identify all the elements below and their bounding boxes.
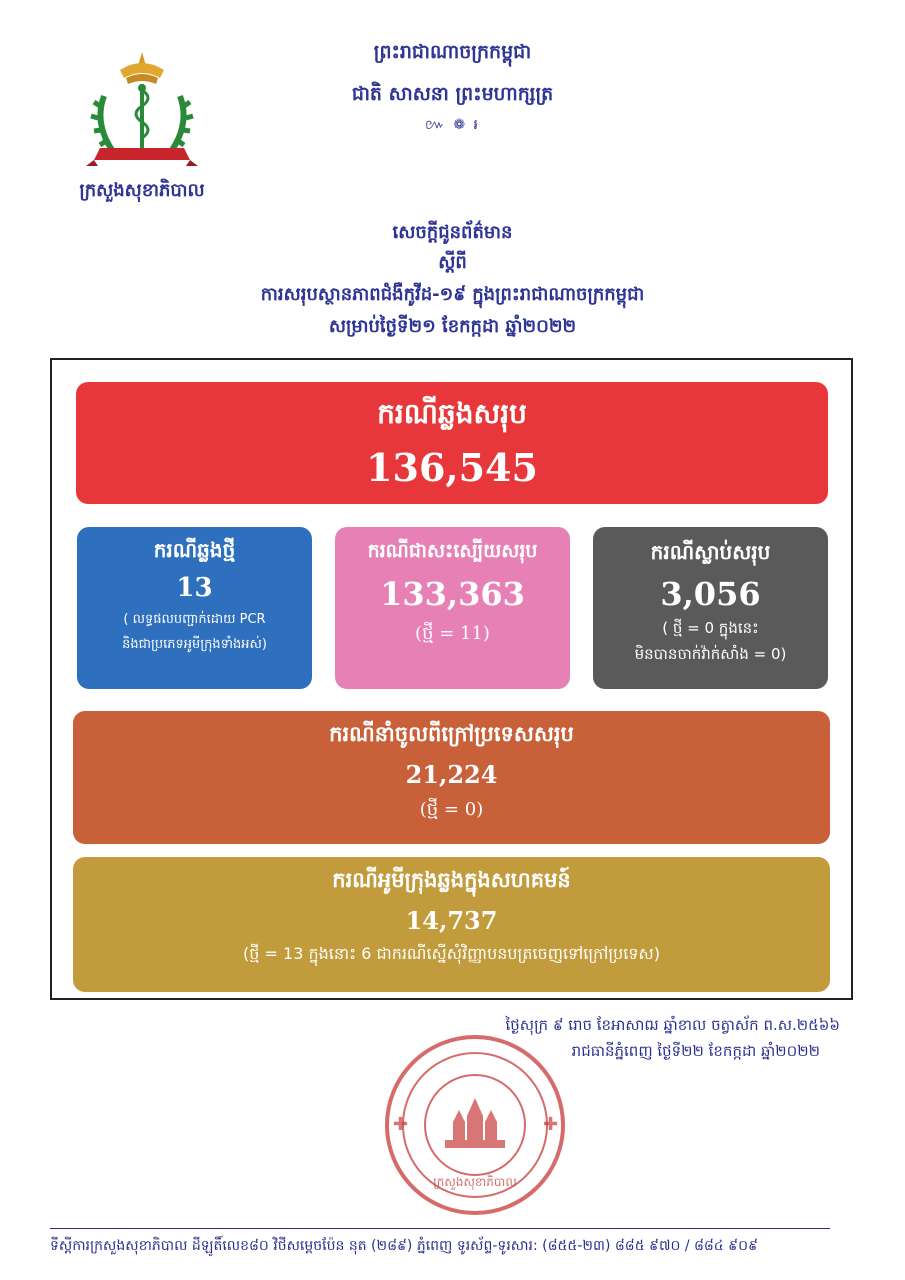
svg-text:✚: ✚: [543, 1114, 559, 1135]
new-cases-value: 13: [176, 573, 213, 603]
footer-divider: [50, 1228, 830, 1229]
title-line-4: សម្រាប់ថ្ងៃទី២១ ខែកក្កដា ឆ្នាំ២០២២: [328, 316, 577, 337]
decorative-ornament: ៚ ❁ ៛: [425, 117, 480, 133]
svg-text:✚: ✚: [393, 1114, 409, 1135]
deaths-note-1: ( ថ្មី = 0 ក្នុងនេះ: [662, 619, 759, 637]
recovered-card: [335, 527, 570, 689]
omicron-value: 14,737: [405, 906, 498, 935]
new-cases-note-1: ( លទ្ធផលបញ្ជាក់ដោយ PCR: [123, 612, 266, 627]
total-cases-label: ករណីឆ្លងសរុប: [377, 397, 527, 430]
title-line-3: ការសរុបស្ថានភាពជំងឺកូវីដ-១៩ ក្នុងព្រះរាជាណាចក្រកម្ពុជា: [260, 284, 645, 305]
title-line-2: ស្ដីពី: [438, 252, 467, 273]
ministry-name: ក្រសួងសុខាភិបាល: [79, 180, 205, 201]
recovered-note: (ថ្មី = 11): [415, 623, 490, 644]
deaths-label: ករណីស្លាប់សរុប: [650, 540, 771, 564]
recovered-label: ករណីជាសះស្បើយសរុប: [367, 540, 538, 562]
deaths-note-2: មិនបានចាក់វ៉ាក់សាំង = 0): [634, 645, 787, 663]
new-cases-card: [77, 527, 312, 689]
deaths-card: [593, 527, 828, 689]
new-cases-note-2: និងជាប្រភេទអូមីក្រុងទាំងអស់): [122, 637, 267, 652]
omicron-label: ករណីអូមីក្រុងឆ្លងក្នុងសហគមន៍: [332, 868, 571, 892]
footer-address: ទីស្ដីការក្រសួងសុខាភិបាល ដីឡូតិ៍លេខ៨០ វិថីសម្ដេចប៉ែន នុត (២៨៩) ភ្នំពេញ ទូរស័ព្ទ-ទូរសារ: (៨៥៥-២៣) ៨៨៥ ៩៧០ / ៨៨៤ ៩០៩: [50, 1238, 758, 1254]
imported-note: (ថ្មី = 0): [419, 799, 484, 820]
omicron-cases-card: [73, 857, 830, 992]
recovered-value: 133,363: [380, 575, 525, 613]
place-date: រាជធានីភ្នំពេញ ថ្ងៃទី២២ ខែកក្កដា ឆ្នាំ២០២២: [571, 1042, 820, 1060]
title-line-1: សេចក្ដីជូនព័ត៌មាន: [392, 222, 513, 243]
total-cases-card: [76, 382, 828, 504]
total-cases-value: 136,545: [366, 445, 538, 490]
seal-text: ក្រសួងសុខាភិបាល: [433, 1175, 517, 1189]
imported-value: 21,224: [405, 760, 498, 789]
omicron-note: (ថ្មី = 13 ក្នុងនោះ 6 ជាករណីស្នើសុំវិញ្ញាបនបត្រចេញទៅក្រៅប្រទេស): [243, 944, 660, 963]
national-motto: ជាតិ សាសនា ព្រះមហាក្សត្រ: [351, 83, 554, 105]
imported-cases-card: [73, 711, 830, 844]
new-cases-label: ករណីឆ្លងថ្មី: [153, 538, 236, 562]
imported-label: ករណីនាំចូលពីក្រៅប្រទេសសរុប: [329, 722, 574, 746]
lunar-date: ថ្ងៃសុក្រ ៩ រោច ខែអាសាឍ ឆ្នាំខាល ចត្វាស័ក ព.ស.២៥៦៦: [505, 1016, 840, 1034]
kingdom-heading: ព្រះរាជាណាចក្រកម្ពុជា: [373, 41, 532, 63]
deaths-value: 3,056: [660, 575, 761, 613]
